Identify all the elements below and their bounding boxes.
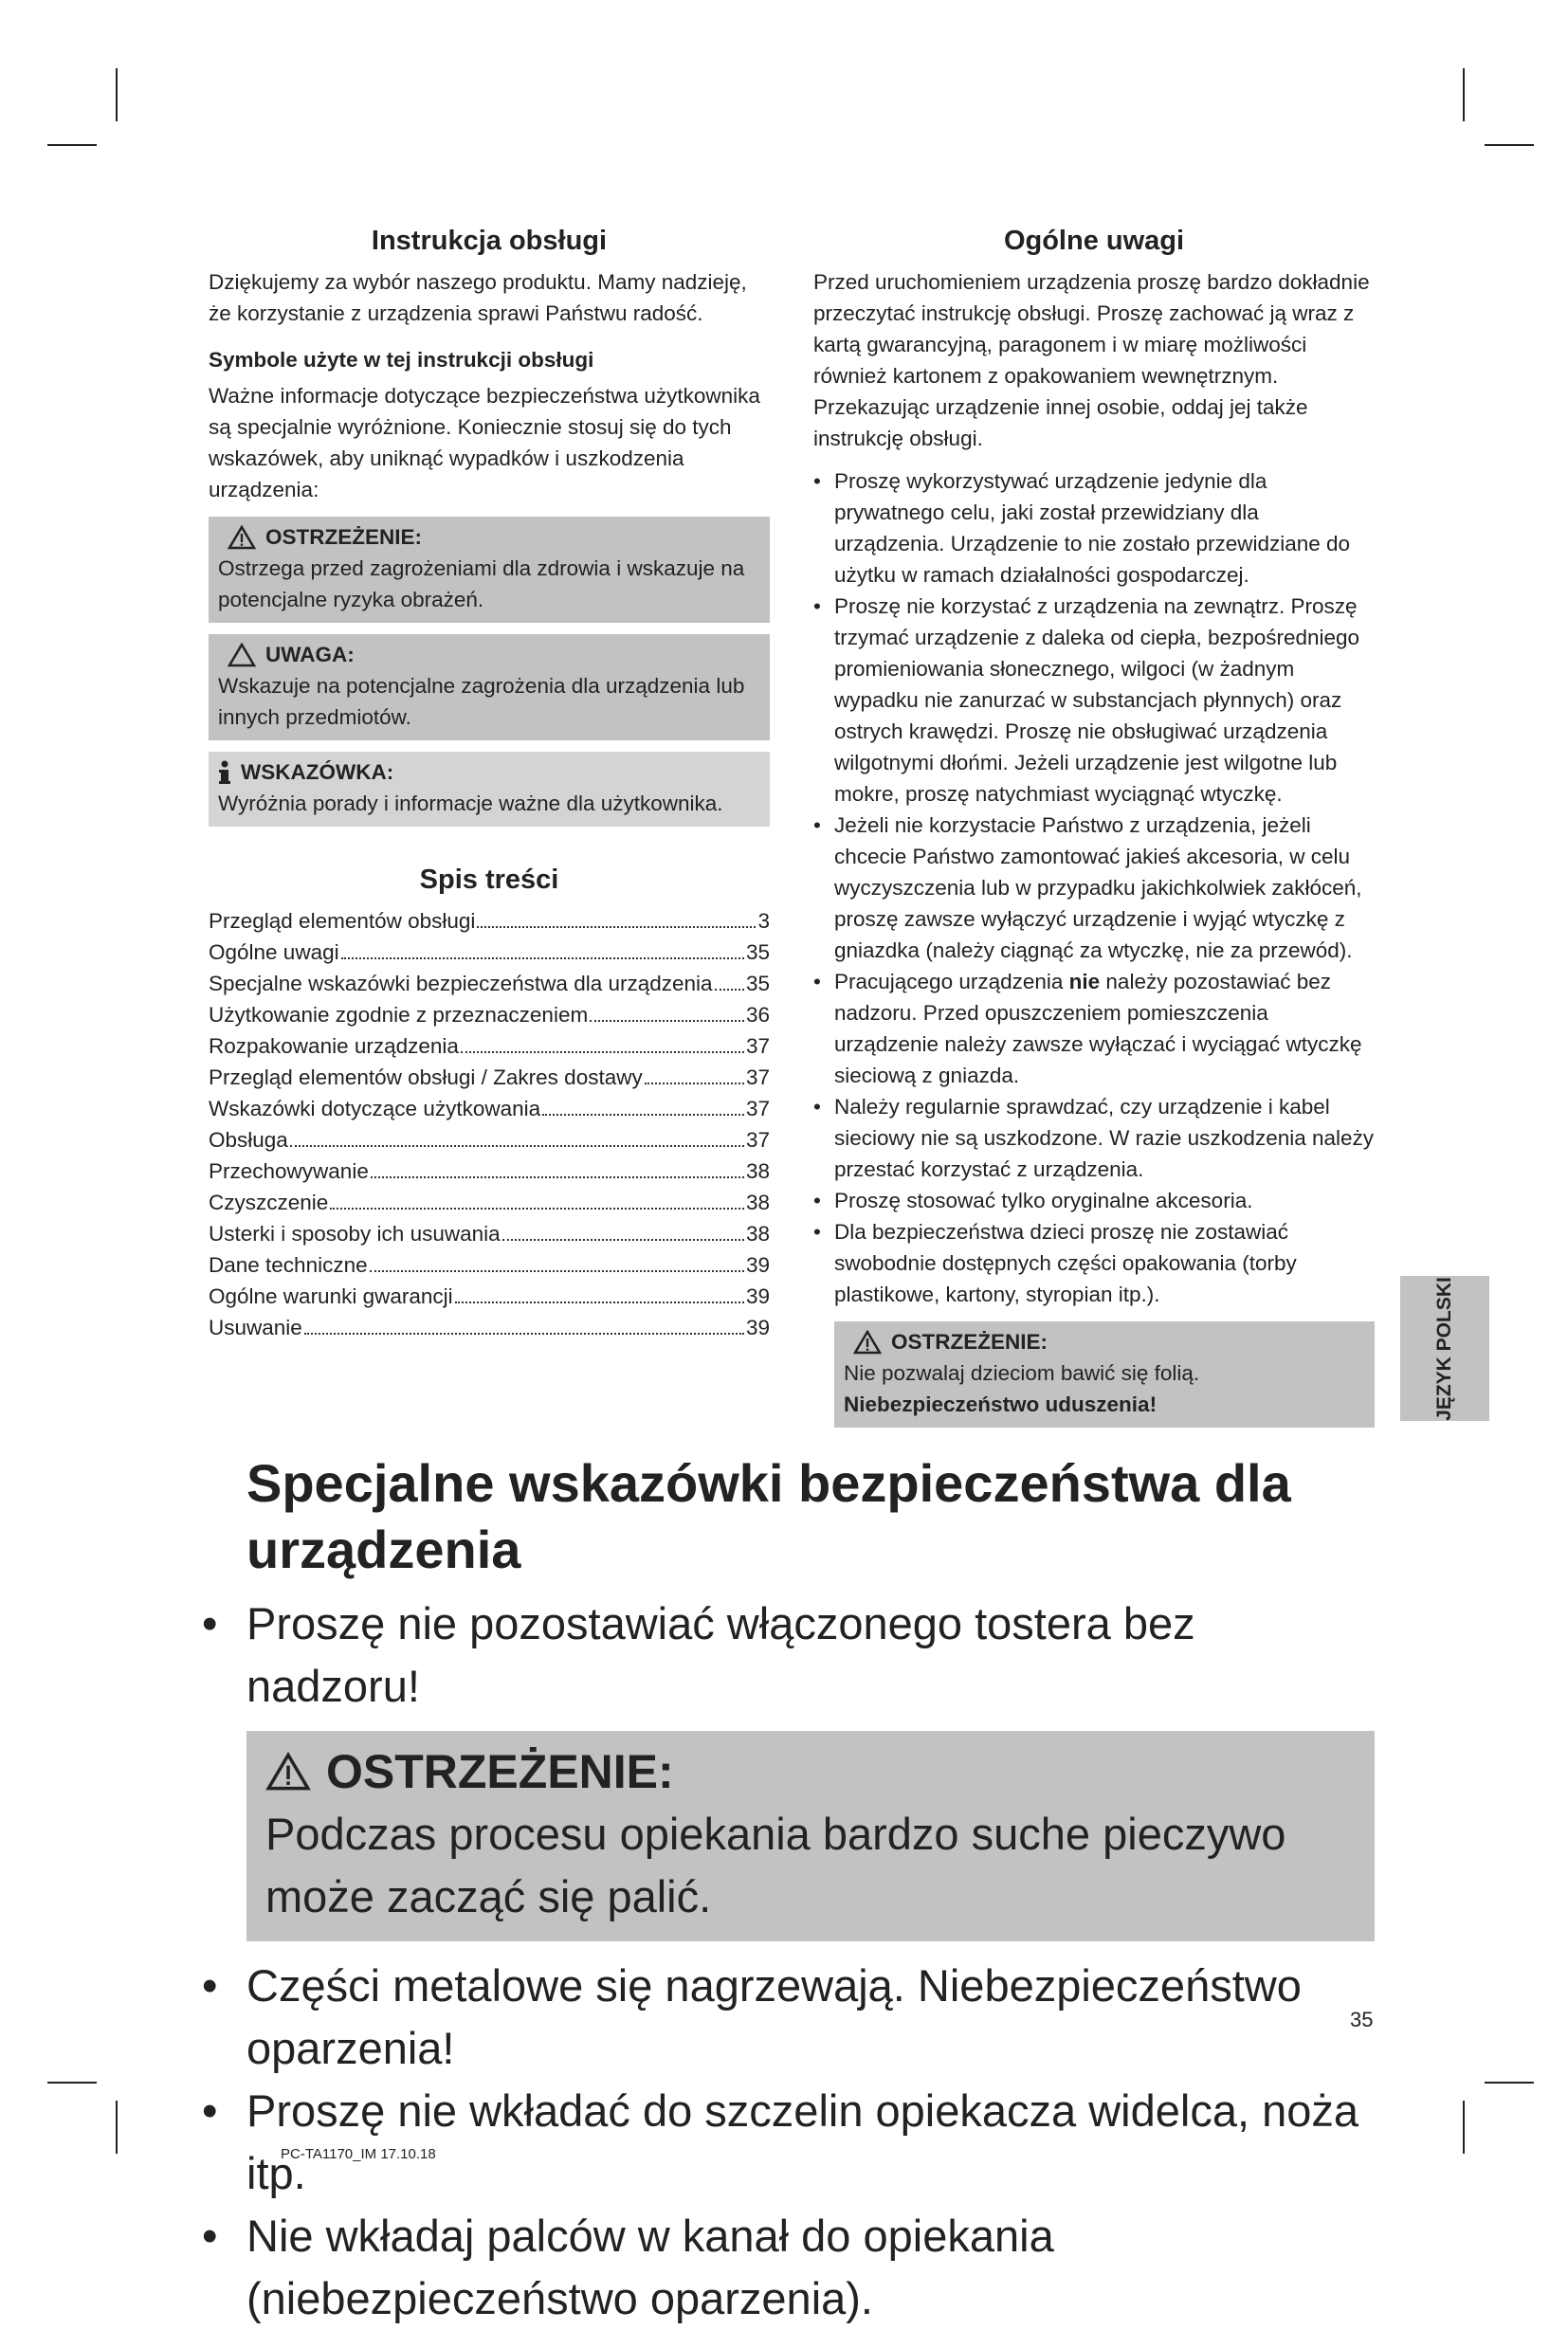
list-item: • Nie wkładaj palców w kanał do opiekania (niebezpieczeństwo oparzenia). (199, 2205, 1375, 2330)
caution-text: Wskazuje na potencjalne zagrożenia dla urządzenia lub innych przedmiotów. (218, 674, 745, 729)
toc-page: 38 (745, 1222, 770, 1246)
warning-label: OSTRZEŻENIE: (891, 1330, 1048, 1354)
list-item: • Jeżeli nie korzystacie Państwo z urządzenia, jeżeli chcecie Państwo zamontować jakieś akcesoria, w celu wyczyszczenia lub w przypadku jakichkolwiek zakłóceń, proszę zawsze wyłączyć urządzenie i wyjąć wtyczkę z gniazdka (należy ciągnąć za wtyczkę, nie za przewód). (813, 810, 1375, 966)
section-title-general: Ogólne uwagi (1003, 226, 1185, 256)
bullet4-post: należy pozostawiać bez nadzoru. Przed opuszczeniem pomieszczenia urządzenie należy zawsze wyłączać i wyciągać wtyczkę sieciową z gniazda. (834, 970, 1362, 1087)
toc-page: 39 (745, 1253, 770, 1277)
toc-page: 37 (745, 1034, 770, 1058)
toc-row (209, 1156, 770, 1187)
toc-row (209, 968, 770, 999)
toc-row (209, 1312, 770, 1343)
safety-title: Specjalne wskazówki bezpieczeństwa dla urządzenia (246, 1453, 1291, 1579)
toc-dots (715, 989, 744, 991)
toc-label: Przegląd elementów obsługi / Zakres dostawy (209, 1065, 643, 1089)
list-item: • Proszę wykorzystywać urządzenie jedynie dla prywatnego celu, jaki został przewidziany dla urządzenia. Urządzenie to nie zostało przewidziane do użytku w ramach działalności gospodarczej. (813, 465, 1375, 591)
crop-mark (47, 144, 97, 146)
toc-row (209, 1062, 770, 1093)
bullet4-pre: Pracującego urządzenia (834, 970, 1069, 993)
toc-title: Spis treści (419, 865, 559, 895)
toc-dots (371, 1176, 744, 1178)
toc-page: 35 (745, 972, 770, 995)
toc-row (209, 1093, 770, 1124)
bullet4-bold: nie (1068, 970, 1101, 993)
toc-dots (542, 1114, 744, 1116)
toc-page: 39 (745, 1284, 770, 1308)
toc-dots (461, 1051, 744, 1053)
toc-label: Czyszczenie (209, 1191, 329, 1214)
toc-label: Obsługa (209, 1128, 288, 1152)
toc-label: Ogólne warunki gwarancji (209, 1284, 453, 1308)
language-tab-label: JĘZYK POLSKI (1433, 1276, 1455, 1421)
toc-row (209, 1030, 770, 1062)
toc-dots (290, 1145, 744, 1147)
crop-mark (1463, 2101, 1465, 2154)
toc-row (209, 937, 770, 968)
toc-label: Usuwanie (209, 1316, 302, 1339)
general-intro: Przed uruchomieniem urządzenia proszę bardzo dokładnie przeczytać instrukcję obsługi. Proszę zachować ją wraz z kartą gwarancyjną, paragonem i w miarę możliwości również kartonem z opakowaniem wewnętrznym. Przekazując urządzenie innej osobie, oddaj jej także instrukcję obsługi. (813, 270, 1370, 450)
warning-triangle-icon (853, 1330, 882, 1355)
symbols-heading: Symbole użyte w tej instrukcji obsługi (209, 348, 594, 372)
warning-text-bold: Niebezpieczeństwo uduszenia! (844, 1393, 1158, 1416)
toc-row (209, 1124, 770, 1156)
toc-row (209, 1249, 770, 1281)
warning-label: OSTRZEŻENIE: (265, 525, 423, 549)
toc-dots (304, 1333, 744, 1335)
toc-label: Użytkowanie zgodnie z przeznaczeniem (209, 1003, 589, 1027)
toc-label: Usterki i sposoby ich usuwania (209, 1222, 501, 1246)
toc-label: Przegląd elementów obsługi (209, 909, 476, 933)
toc-dots (502, 1239, 744, 1241)
toc-label: Rozpakowanie urządzenia (209, 1034, 459, 1058)
safety-bullets (199, 1955, 1375, 2330)
toc-page: 3 (757, 909, 770, 933)
warning-triangle-icon (265, 1752, 311, 1792)
toc-row (209, 1281, 770, 1312)
toc-label: Ogólne uwagi (209, 940, 339, 964)
list-item: • Proszę nie pozostawiać włączonego tostera bez nadzoru! (199, 1593, 1375, 1718)
safety-warning-label: OSTRZEŻENIE: (326, 1745, 674, 1798)
page-number: 35 (1350, 2008, 1374, 2031)
toc-page: 37 (745, 1128, 770, 1152)
toc-dots (477, 926, 756, 928)
toc-row (209, 1218, 770, 1249)
caution-triangle-icon (228, 643, 256, 667)
toc-page: 38 (745, 1191, 770, 1214)
warning-box-children (834, 1321, 1375, 1428)
toc-row (209, 999, 770, 1030)
caution-label: UWAGA: (265, 643, 355, 666)
toc-dots (590, 1020, 744, 1022)
warning-box (209, 517, 770, 623)
list-item (813, 966, 1375, 1091)
crop-mark (116, 2101, 118, 2154)
list-item: • Proszę stosować tylko oryginalne akcesoria. (813, 1185, 1375, 1216)
toc-dots (645, 1083, 744, 1084)
left-column (209, 226, 770, 1343)
info-icon (218, 760, 231, 785)
safety-bullets-top (199, 1593, 1375, 1718)
crop-mark (116, 68, 118, 121)
warning-triangle-icon (228, 525, 256, 550)
toc-label: Specjalne wskazówki bezpieczeństwa dla urządzenia (209, 972, 713, 995)
toc-page: 36 (745, 1003, 770, 1027)
footer-code: PC-TA1170_IM 17.10.18 (281, 2146, 436, 2162)
toc-row (209, 1187, 770, 1218)
safety-warning-text: Podczas procesu opiekania bardzo suche pieczywo może zacząć się palić. (265, 1809, 1286, 1921)
toc-page: 39 (745, 1316, 770, 1339)
hint-label: WSKAZÓWKA: (241, 760, 394, 784)
list-item: • Proszę nie wkładać do szczelin opiekacza widelca, noża itp. (199, 2080, 1375, 2205)
list-item: • Proszę nie korzystać z urządzenia na zewnątrz. Proszę trzymać urządzenie z daleka od ciepła, bezpośredniego promieniowania słonecznego, wilgoci (w żadnym wypadku nie zanurzać w substancjach płynnych) oraz ostrych krawędzi. Proszę nie obsługiwać urządzenia wilgotnymi dłońmi. Jeżeli urządzenie jest wilgotne lub mokre, proszę natychmiast wyciągnąć wtyczkę. (813, 591, 1375, 810)
language-tab (1400, 1276, 1489, 1421)
right-column (813, 226, 1375, 1428)
toc-page: 38 (745, 1159, 770, 1183)
section-title-instructions: Instrukcja obsługi (371, 226, 608, 256)
crop-mark (1485, 144, 1534, 146)
warning-text (844, 1357, 1365, 1420)
toc-dots (455, 1302, 744, 1303)
general-bullets (813, 465, 1375, 1310)
crop-mark (1463, 68, 1465, 121)
table-of-contents (209, 905, 770, 1343)
toc-label: Wskazówki dotyczące użytkowania (209, 1097, 541, 1120)
toc-dots (330, 1208, 744, 1210)
safety-warning-box (246, 1731, 1375, 1941)
intro-text: Dziękujemy za wybór naszego produktu. Mamy nadzieję, że korzystanie z urządzenia sprawi Państwu radość. (209, 270, 747, 325)
toc-dots (341, 957, 744, 959)
toc-page: 37 (745, 1065, 770, 1089)
toc-dots (370, 1270, 744, 1272)
list-item: • Należy regularnie sprawdzać, czy urządzenie i kabel sieciowy nie są uszkodzone. W razie uszkodzenia należy przestać korzystać z urządzenia. (813, 1091, 1375, 1185)
hint-text: Wyróżnia porady i informacje ważne dla użytkownika. (218, 792, 723, 815)
symbols-text: Ważne informacje dotyczące bezpieczeństwa użytkownika są specjalnie wyróżnione. Koniecznie stosuj się do tych wskazówek, aby uniknąć wypadków i uszkodzenia urządzenia: (209, 384, 760, 501)
list-item: • Dla bezpieczeństwa dzieci proszę nie zostawiać swobodnie dostępnych części opakowania (torby plastikowe, kartony, styropian itp.). (813, 1216, 1375, 1310)
crop-mark (47, 2082, 97, 2084)
caution-box (209, 634, 770, 740)
toc-label: Przechowywanie (209, 1159, 369, 1183)
toc-page: 37 (745, 1097, 770, 1120)
toc-row (209, 905, 770, 937)
toc-label: Dane techniczne (209, 1253, 368, 1277)
list-item: • Części metalowe się nagrzewają. Niebezpieczeństwo oparzenia! (199, 1955, 1375, 2080)
toc-page: 35 (745, 940, 770, 964)
hint-box (209, 752, 770, 827)
safety-section (199, 1450, 1375, 2330)
crop-mark (1485, 2082, 1534, 2084)
warning-text-plain: Nie pozwalaj dzieciom bawić się folią. (844, 1361, 1200, 1385)
warning-text: Ostrzega przed zagrożeniami dla zdrowia i wskazuje na potencjalne ryzyka obrażeń. (218, 556, 745, 611)
